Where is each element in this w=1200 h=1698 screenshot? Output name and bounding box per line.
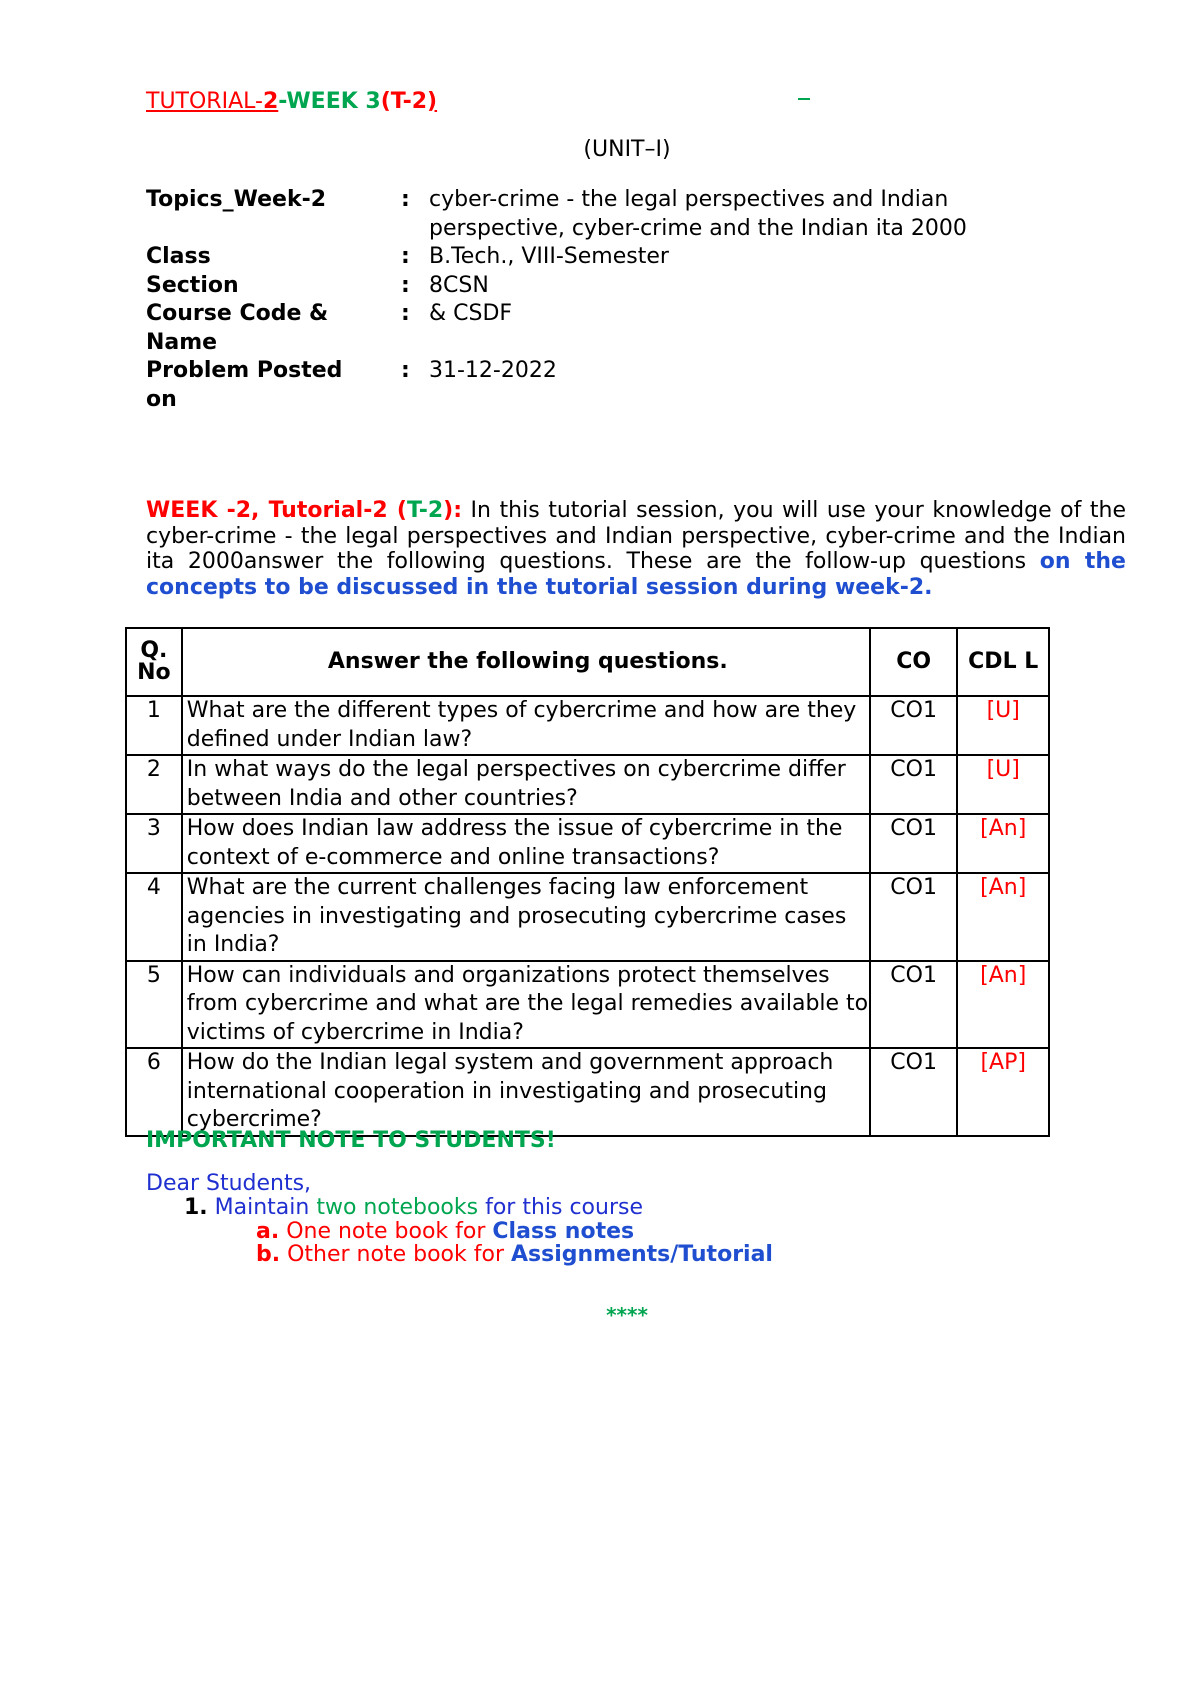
title-paren-open: ( bbox=[380, 89, 391, 114]
title-number: 2 bbox=[262, 89, 279, 114]
row-co: CO1 bbox=[870, 755, 958, 814]
info-row-topics bbox=[146, 186, 1049, 243]
sub-label-b: b. bbox=[256, 1242, 281, 1267]
intro-paren-open: ( bbox=[396, 498, 407, 523]
header-qno: Q. No bbox=[126, 628, 182, 696]
info-key: Problem Posted on bbox=[146, 358, 343, 412]
unit-heading: (UNIT–I) bbox=[583, 137, 671, 162]
title-t2: T-2 bbox=[390, 89, 428, 114]
sub-bold-b: Assignments/Tutorial bbox=[510, 1242, 773, 1267]
info-key: Topics_Week-2 bbox=[146, 187, 327, 212]
row-co: CO1 bbox=[870, 873, 958, 961]
row-cdl: [U] bbox=[957, 755, 1049, 814]
header-cdl: CDL L bbox=[957, 628, 1049, 696]
info-colon: : bbox=[401, 244, 410, 269]
list-item-b bbox=[256, 1243, 773, 1267]
row-number: 1 bbox=[126, 696, 182, 755]
info-value: 31-12-2022 bbox=[429, 358, 557, 383]
sub-label-a: a. bbox=[256, 1219, 280, 1244]
row-question: How can individuals and organizations protect themselves from cybercrime and what are the legal remedies available to victims of cybercrime in India? bbox=[182, 961, 870, 1049]
intro-t2: T-2 bbox=[406, 498, 444, 523]
document-title bbox=[146, 88, 437, 116]
intro-paragraph bbox=[146, 498, 1126, 600]
info-value: cyber-crime - the legal perspectives and Indian perspective, cyber-crime and the Indian ita 2000 bbox=[429, 187, 967, 241]
info-key: Course Code & Name bbox=[146, 301, 329, 355]
table-row bbox=[126, 696, 1049, 755]
info-value: 8CSN bbox=[429, 272, 489, 298]
table-row bbox=[126, 1048, 1049, 1136]
row-co: CO1 bbox=[870, 961, 958, 1049]
intro-body: In this tutorial session, you will use your knowledge of the cyber-crime - the legal perspectives and Indian perspective, cyber-crime and the Indian ita 2000answer the following questions. These are the follow-up questions bbox=[146, 498, 1127, 574]
important-note-heading: IMPORTANT NOTE TO STUDENTS! bbox=[146, 1128, 556, 1153]
info-colon: : bbox=[401, 358, 410, 383]
table-row bbox=[126, 961, 1049, 1049]
row-question: How does Indian law address the issue of cybercrime in the context of e-commerce and online transactions? bbox=[182, 814, 870, 873]
info-row-posted bbox=[146, 357, 1049, 414]
row-cdl: [An] bbox=[957, 814, 1049, 873]
list-number: 1. bbox=[184, 1195, 208, 1220]
table-row bbox=[126, 814, 1049, 873]
list-item-a bbox=[256, 1220, 634, 1244]
row-cdl: [U] bbox=[957, 696, 1049, 755]
row-question: In what ways do the legal perspectives on cybercrime differ between India and other countries? bbox=[182, 755, 870, 814]
row-number: 5 bbox=[126, 961, 182, 1049]
info-row-course bbox=[146, 300, 1049, 357]
row-cdl: [An] bbox=[957, 961, 1049, 1049]
intro-paren-close: ): bbox=[443, 498, 463, 523]
row-co: CO1 bbox=[870, 1048, 958, 1136]
info-value: B.Tech., VIII-Semester bbox=[429, 244, 669, 269]
row-number: 4 bbox=[126, 873, 182, 961]
table-row bbox=[126, 755, 1049, 814]
info-row-section bbox=[146, 272, 1049, 301]
row-cdl: [AP] bbox=[957, 1048, 1049, 1136]
header-co: CO bbox=[870, 628, 958, 696]
row-number: 3 bbox=[126, 814, 182, 873]
list-text-b: two notebooks bbox=[316, 1195, 479, 1220]
greeting: Dear Students, bbox=[146, 1171, 312, 1196]
row-co: CO1 bbox=[870, 814, 958, 873]
list-text-a: Maintain bbox=[207, 1195, 317, 1220]
row-question: What are the different types of cybercrime and how are they defined under Indian law? bbox=[182, 696, 870, 755]
end-mark: **** bbox=[606, 1303, 648, 1327]
row-cdl: [An] bbox=[957, 873, 1049, 961]
row-question: How do the Indian legal system and government approach international cooperation in investigating and prosecuting cybercrime? bbox=[182, 1048, 870, 1136]
sub-text-b: Other note book for bbox=[280, 1242, 511, 1267]
title-tutorial: TUTORIAL- bbox=[146, 89, 263, 114]
title-paren-close: ) bbox=[427, 89, 438, 114]
list-text-c: for this course bbox=[478, 1195, 643, 1220]
info-colon: : bbox=[401, 187, 410, 212]
info-key: Class bbox=[146, 244, 211, 269]
row-number: 2 bbox=[126, 755, 182, 814]
list-item-1 bbox=[184, 1196, 643, 1220]
green-dash-mark bbox=[798, 98, 810, 100]
info-key: Section bbox=[146, 272, 239, 298]
table-header-row bbox=[126, 628, 1049, 696]
info-colon: : bbox=[401, 301, 410, 326]
sub-bold-a: Class notes bbox=[492, 1219, 635, 1244]
info-colon: : bbox=[401, 272, 410, 298]
row-question: What are the current challenges facing law enforcement agencies in investigating and prosecuting cybercrime cases in India? bbox=[182, 873, 870, 961]
info-value: & CSDF bbox=[429, 301, 513, 326]
intro-week-label: WEEK -2, Tutorial-2 bbox=[146, 498, 397, 523]
questions-table bbox=[125, 627, 1050, 1137]
sub-text-a: One note book for bbox=[279, 1219, 493, 1244]
row-number: 6 bbox=[126, 1048, 182, 1136]
row-co: CO1 bbox=[870, 696, 958, 755]
info-row-class bbox=[146, 243, 1049, 272]
header-question: Answer the following questions. bbox=[182, 628, 870, 696]
title-week: -WEEK 3 bbox=[278, 89, 381, 114]
intro-emphasis: on the concepts to be discussed in the tutorial session during week-2. bbox=[146, 549, 1126, 600]
table-row bbox=[126, 873, 1049, 961]
info-block bbox=[146, 186, 1049, 414]
